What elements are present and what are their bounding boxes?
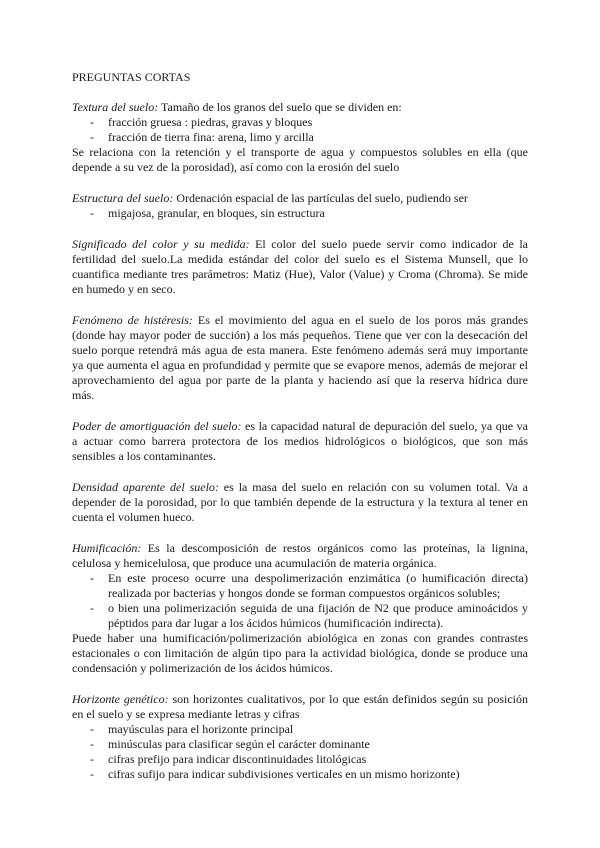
term-color: Significado del color y su medida: <box>72 237 250 251</box>
section-amortiguacion <box>72 419 528 464</box>
list-item: - En este proceso ocurre una despolimerización enzimática (o humificación directa) realizada por bacterias y hongos donde se forman compuestos orgánicos solubles; <box>72 571 528 601</box>
list-item: - fracción gruesa : piedras, gravas y bloques <box>72 115 528 130</box>
document-page <box>72 70 528 798</box>
horizonte-list <box>72 722 528 782</box>
term-estructura: Estructura del suelo: <box>72 191 174 205</box>
list-item: - cifras prefijo para indicar discontinuidades litológicas <box>72 752 528 767</box>
textura-list <box>72 115 528 145</box>
histeresis-paragraph <box>72 313 528 403</box>
definition-amortiguacion: es la capacidad natural de depuración del suelo, ya que va a actuar como barrera protectora de los medios hidrológicos o biológicos, que son más sensibles a los contaminantes. <box>72 419 528 463</box>
horizonte-paragraph <box>72 692 528 722</box>
definition-textura: Tamaño de los granos del suelo que se dividen en: <box>158 100 402 114</box>
textura-note: Se relaciona con la retención y el transporte de agua y compuestos solubles en ella (que depende a su vez de la porosidad), así como con la erosión del suelo <box>72 145 528 174</box>
color-paragraph <box>72 237 528 297</box>
definition-color: El color del suelo puede servir como indicador de la fertilidad del suelo.La medida estándar del color del suelo es el Sistema Munsell, que lo cuantifica mediante tres parámetros: Matiz (Hue), Valor (Value) y Croma (Chroma). Se mide en humedo y en seco. <box>72 237 528 296</box>
definition-estructura: Ordenación espacial de las partículas del suelo, pudiendo ser <box>173 191 468 205</box>
definition-horizonte: son horizontes cualitativos, por lo que están definidos según su posición en el suelo y se expresa mediante letras y cifras <box>72 692 528 721</box>
estructura-list <box>72 206 528 221</box>
document-title: PREGUNTAS CORTAS <box>72 70 191 84</box>
term-horizonte: Horizonte genético: <box>72 692 169 706</box>
section-densidad <box>72 480 528 525</box>
definition-densidad: es la masa del suelo en relación con su volumen total. Va a depender de la porosidad, por lo que también depende de la estructura y la textura al tener en cuenta el volumen hueco. <box>72 480 528 524</box>
list-item: - o bien una polimerización seguida de una fijación de N2 que produce aminoácidos y péptidos para dar lugar a los ácidos húmicos (humificación indirecta). <box>72 601 528 631</box>
term-humificacion: Humificación: <box>72 541 142 555</box>
list-item: - minúsculas para clasificar según el carácter dominante <box>72 737 528 752</box>
section-textura <box>72 100 528 175</box>
humificacion-list <box>72 571 528 631</box>
densidad-paragraph <box>72 480 528 525</box>
humificacion-paragraph <box>72 541 528 571</box>
term-textura: Textura del suelo: <box>72 100 159 114</box>
amortiguacion-paragraph <box>72 419 528 464</box>
list-item: - migajosa, granular, en bloques, sin estructura <box>72 206 528 221</box>
section-humificacion <box>72 541 528 676</box>
list-item: - mayúsculas para el horizonte principal <box>72 722 528 737</box>
section-horizonte <box>72 692 528 782</box>
definition-humificacion: Es la descomposición de restos orgánicos como las proteínas, la lignina, celulosa y hemicelulosa, que produce una acumulación de materia orgánica. <box>72 541 528 570</box>
section-histeresis <box>72 313 528 403</box>
list-item: - fracción de tierra fina: arena, limo y arcilla <box>72 130 528 145</box>
term-amortiguacion: Poder de amortiguación del suelo: <box>72 419 242 433</box>
estructura-paragraph <box>72 191 528 206</box>
list-item: - cifras sufijo para indicar subdivisiones verticales en un mismo horizonte) <box>72 767 528 782</box>
section-color <box>72 237 528 297</box>
term-densidad: Densidad aparente del suelo: <box>72 480 219 494</box>
term-histeresis: Fenómeno de histéresis: <box>72 313 193 327</box>
textura-paragraph <box>72 100 528 115</box>
humificacion-note: Puede haber una humificación/polimerización abiológica en zonas con grandes contrastes estacionales o con limitación de algún tipo para la actividad biológica, donde se produce una condensación y polimerización de los ácidos húmicos. <box>72 631 528 675</box>
section-estructura <box>72 191 528 221</box>
definition-histeresis: Es el movimiento del agua en el suelo de los poros más grandes (donde hay mayor poder de succión) a los más pequeños. Tiene que ver con la desecación del suelo porque retendrá más agua de esta manera. Este fenómeno además será muy importante ya que aumenta el agua en profundidad y permite que se evapore menos, además de mejorar el aprovechamiento del agua por parte de la planta y haciendo así que la reserva hídrica dure más. <box>72 313 528 402</box>
